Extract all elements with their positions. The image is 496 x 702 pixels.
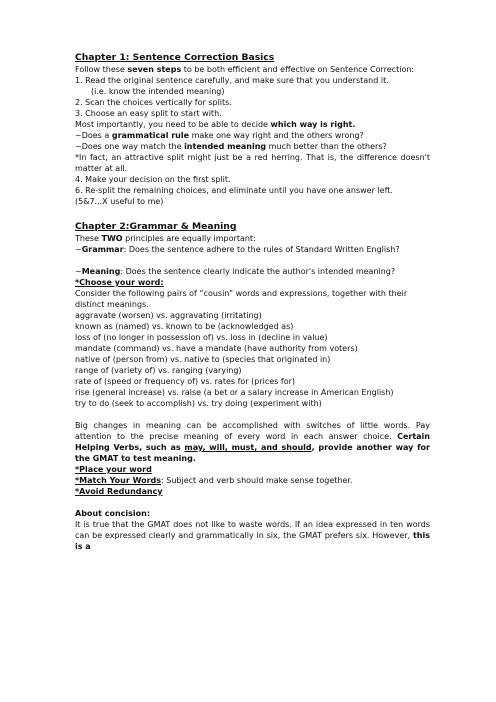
ch2-pair-6: rate of (speed or frequency of) vs. rates for (prices for)	[75, 377, 296, 386]
ch1-useful-note: (5&7...X useful to me)	[75, 197, 164, 206]
ch1-step-6: 6. Re-split the remaining choices, and eliminate until you have one answer left.	[75, 186, 393, 195]
ch1-step-4: 4. Make your decision on the first split.	[75, 175, 231, 184]
ch2-pair-0: aggravate (worsen) vs. aggravating (irritating)	[75, 311, 262, 320]
ch2-choose-your-word: *Choose your word:	[75, 278, 164, 287]
ch1-step-1-note: (i.e. know the intended meaning)	[91, 87, 225, 96]
ch2-concision-title: About concision:	[75, 509, 151, 518]
ch1-intro: Follow these seven steps to be both efficient and effective on Sentence Correction:	[75, 65, 415, 74]
ch2-pair-3: mandate (command) vs. have a mandate (have authority from voters)	[75, 344, 358, 353]
ch2-pair-5: range of (variety of) vs. ranging (varying)	[75, 366, 242, 375]
ch2-pair-4: native of (person from) vs. native to (species that originated in)	[75, 355, 331, 364]
ch1-question-1: ~Does a grammatical rule make one way right and the others wrong?	[75, 131, 364, 140]
ch1-note: *In fact, an attractive split might just be a red herring. That is, the difference doesn't matter at all.	[75, 153, 430, 173]
ch2-pair-2: loss of (no longer in possession of) vs. loss in (decline in value)	[75, 333, 328, 342]
chapter-2-title: Chapter 2:Grammar & Meaning	[75, 221, 237, 232]
ch1-most-importantly: Most importantly, you need to be able to decide which way is right.	[75, 120, 356, 129]
ch2-place-your-word: *Place your word	[75, 465, 152, 474]
ch2-avoid-redundancy: *Avoid Redundancy	[75, 487, 163, 496]
ch2-match-your-words: *Match Your Words: Subject and verb should make sense together.	[75, 476, 353, 485]
ch1-step-2: 2. Scan the choices vertically for splits.	[75, 98, 232, 107]
ch1-question-2: ~Does one way match the intended meaning much better than the others?	[75, 142, 387, 151]
ch1-step-1: 1. Read the original sentence carefully, and make sure that you understand it.	[75, 76, 389, 85]
ch2-pair-8: try to do (seek to accomplish) vs. try doing (experiment with)	[75, 399, 322, 408]
ch2-grammar-principle: ~Grammar: Does the sentence adhere to the rules of Standard Written English?	[75, 245, 400, 254]
ch2-consider: Consider the following pairs of “cousin” words and expressions, together with their distinct meanings.	[75, 289, 408, 309]
ch2-concision-text: It is true that the GMAT does not like to waste words. If an idea expressed in ten words can be expressed clearly and grammatically in six, the GMAT prefers six. However, this is a	[75, 520, 430, 551]
ch2-pair-1: known as (named) vs. known to be (acknowledged as)	[75, 322, 294, 331]
chapter-1-title: Chapter 1: Sentence Correction Basics	[75, 52, 275, 63]
ch2-intro: These TWO principles are equally important:	[75, 234, 256, 243]
ch2-pair-7: rise (general increase) vs. raise (a bet or a salary increase in American English)	[75, 388, 394, 397]
ch2-big-changes: Big changes in meaning can be accomplished with switches of little words. Pay attention to the precise meaning of every word in each answer choice. Certain Helping Verbs, such as may, will, must, and should, provide another way for the GMAT to test meaning.	[75, 421, 430, 463]
ch1-step-3: 3. Choose an easy split to start with.	[75, 109, 222, 118]
ch2-meaning-principle: ~Meaning: Does the sentence clearly indicate the author's intended meaning?	[75, 267, 396, 276]
